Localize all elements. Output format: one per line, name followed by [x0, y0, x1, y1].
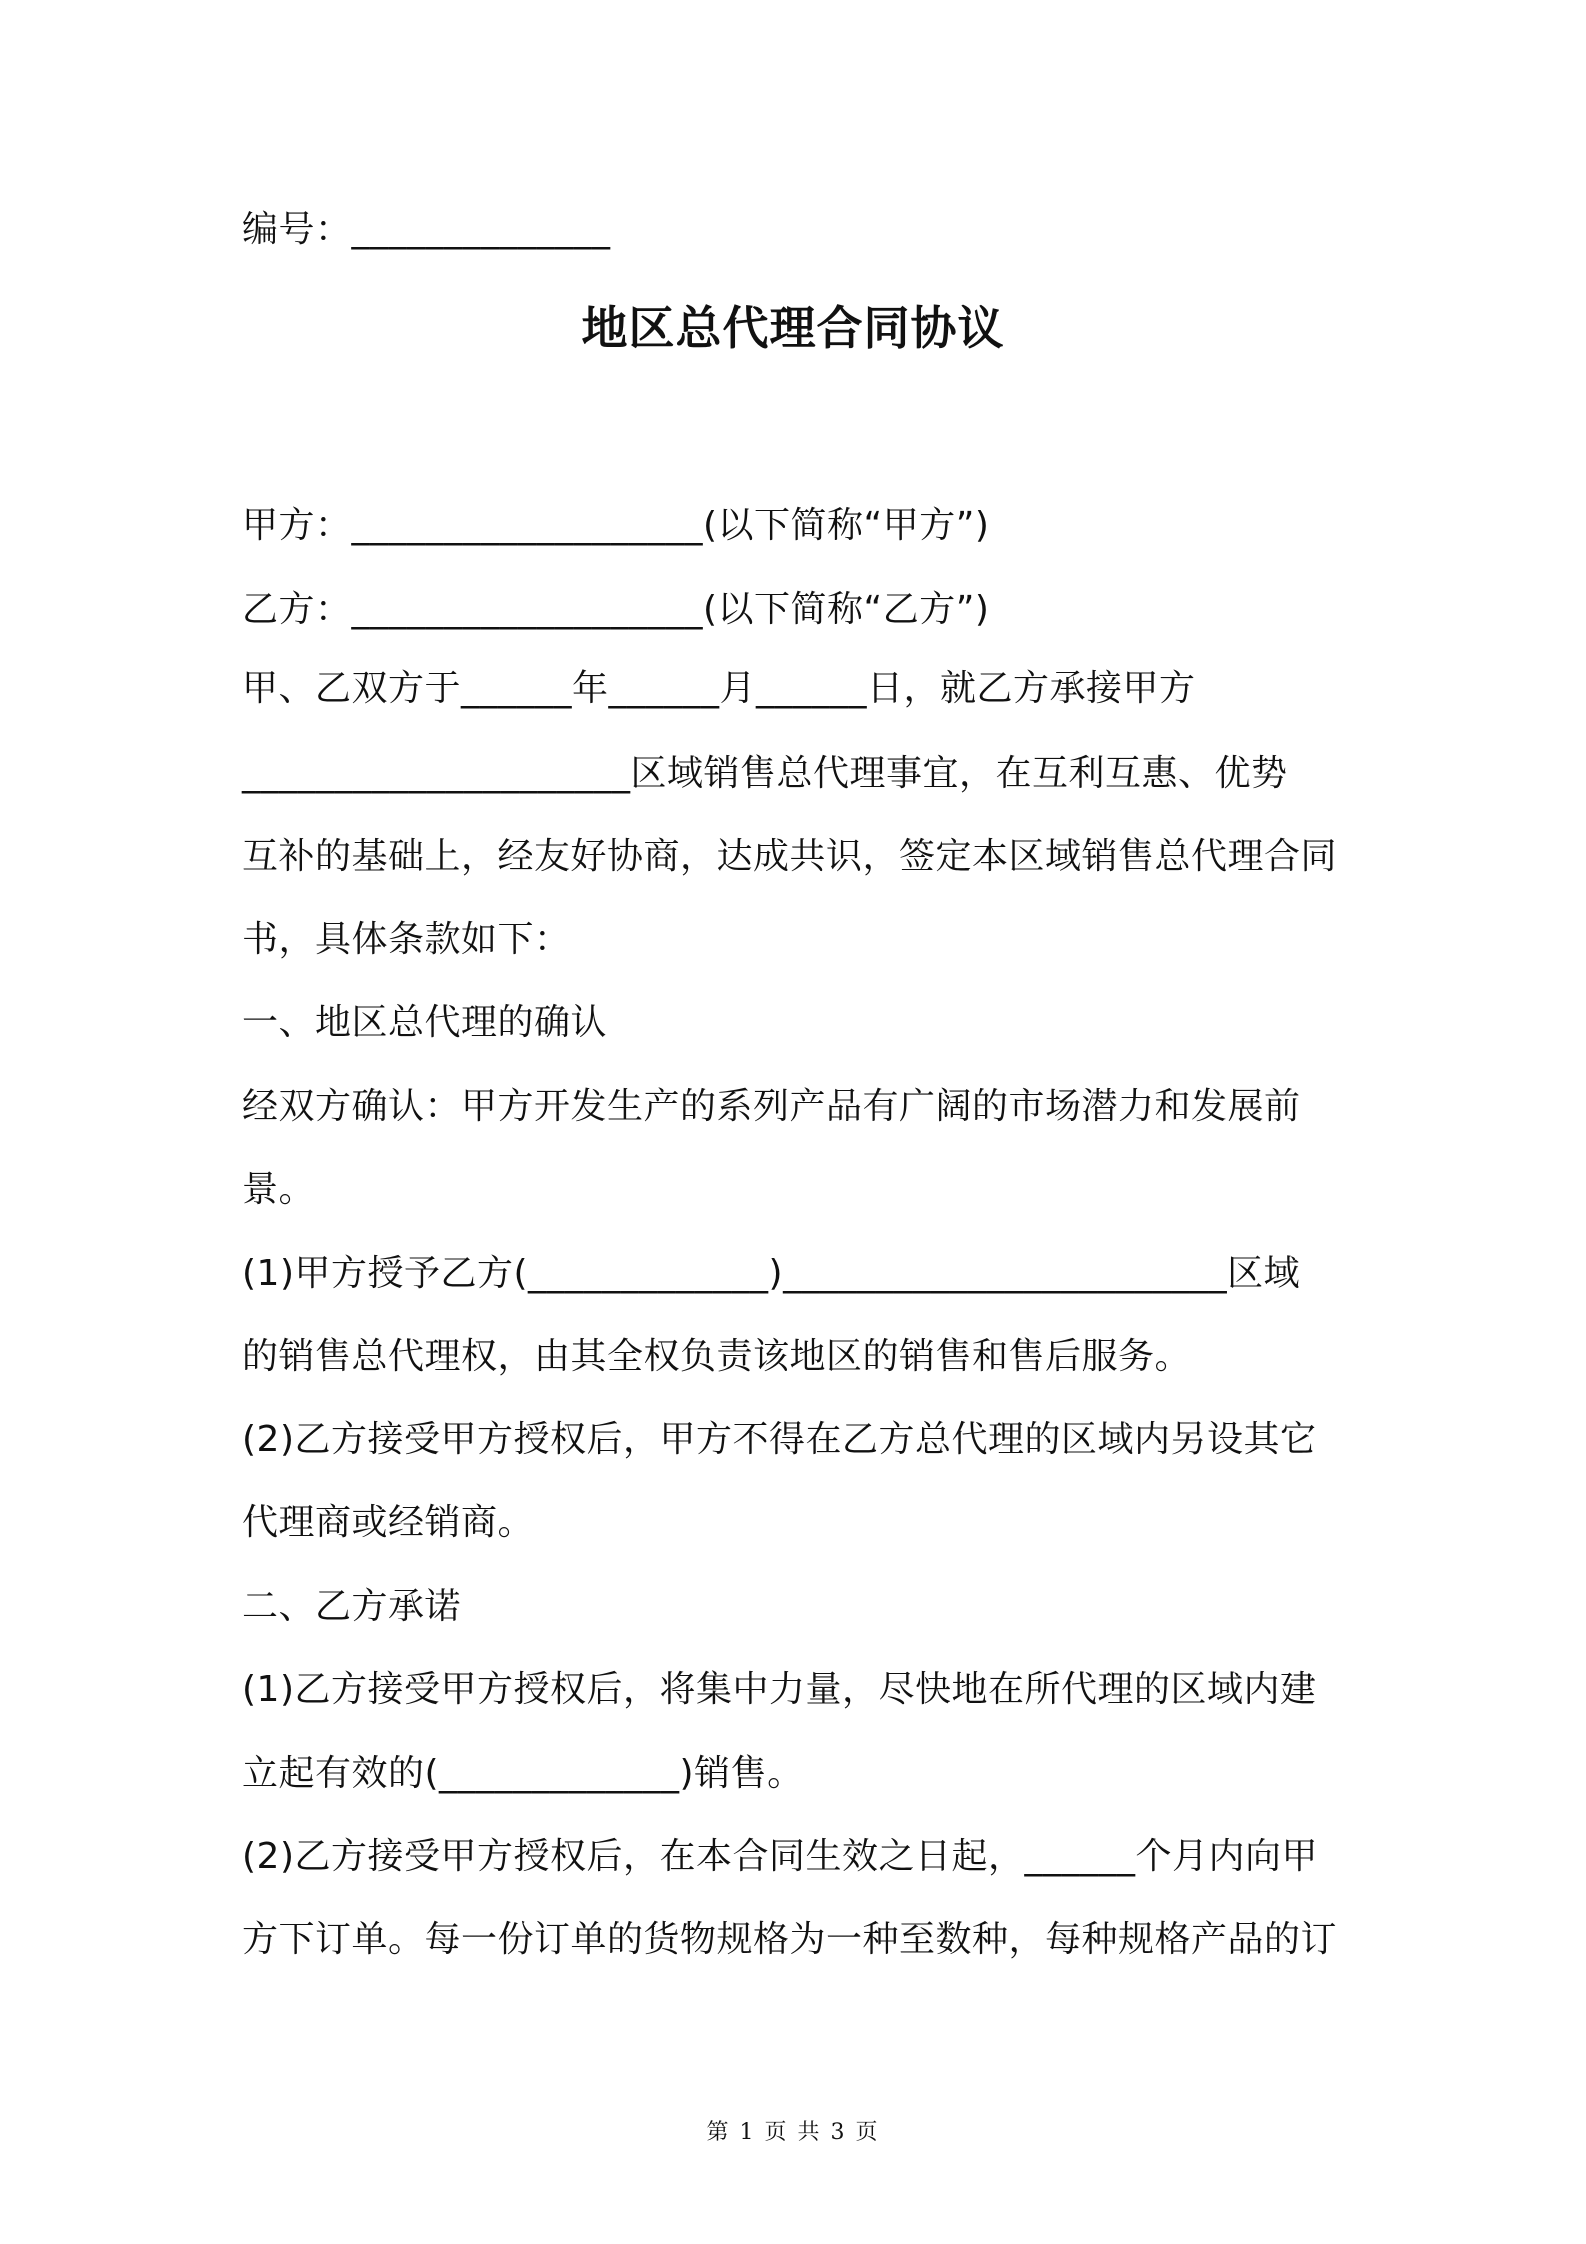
body-line: 互补的基础上，经友好协商，达成共识，签定本区域销售总代理合同	[242, 836, 1338, 877]
body-line: 经双方确认：甲方开发生产的系列产品有广阔的市场潜力和发展前	[242, 1086, 1301, 1127]
body-line: (1)乙方接受甲方授权后，将集中力量，尽快地在所代理的区域内建	[242, 1669, 1317, 1710]
party-b-line: 乙方：___________________(以下简称“乙方”)	[242, 589, 990, 630]
body-line: 书，具体条款如下：	[242, 919, 571, 960]
body-line: _____________________区域销售总代理事宜，在互利互惠、优势	[242, 753, 1288, 794]
section-heading: 二、乙方承诺	[242, 1586, 462, 1627]
body-line: 的销售总代理权，由其全权负责该地区的销售和售后服务。	[242, 1336, 1192, 1377]
page-number-footer: 第 1 页 共 3 页	[706, 2120, 880, 2145]
body-line: 代理商或经销商。	[242, 1502, 535, 1543]
section-heading: 一、地区总代理的确认	[242, 1002, 608, 1043]
document-title: 地区总代理合同协议	[581, 301, 1005, 355]
body-line: 景。	[242, 1169, 316, 1210]
body-line: (2)乙方接受甲方授权后，甲方不得在乙方总代理的区域内另设其它	[242, 1419, 1317, 1460]
body-line: 方下订单。每一份订单的货物规格为一种至数种，每种规格产品的订	[242, 1919, 1338, 1960]
party-a-line: 甲方：___________________(以下简称“甲方”)	[242, 505, 990, 546]
body-line: (1)甲方授予乙方(_____________)________________________区域	[242, 1253, 1301, 1294]
document-number-line: 编号：______________	[242, 209, 611, 250]
body-line: 立起有效的(_____________)销售。	[242, 1753, 804, 1794]
body-line: (2)乙方接受甲方授权后，在本合同生效之日起，______个月内向甲	[242, 1836, 1318, 1877]
body-line: 甲、乙双方于______年______月______日，就乙方承接甲方	[242, 668, 1196, 709]
